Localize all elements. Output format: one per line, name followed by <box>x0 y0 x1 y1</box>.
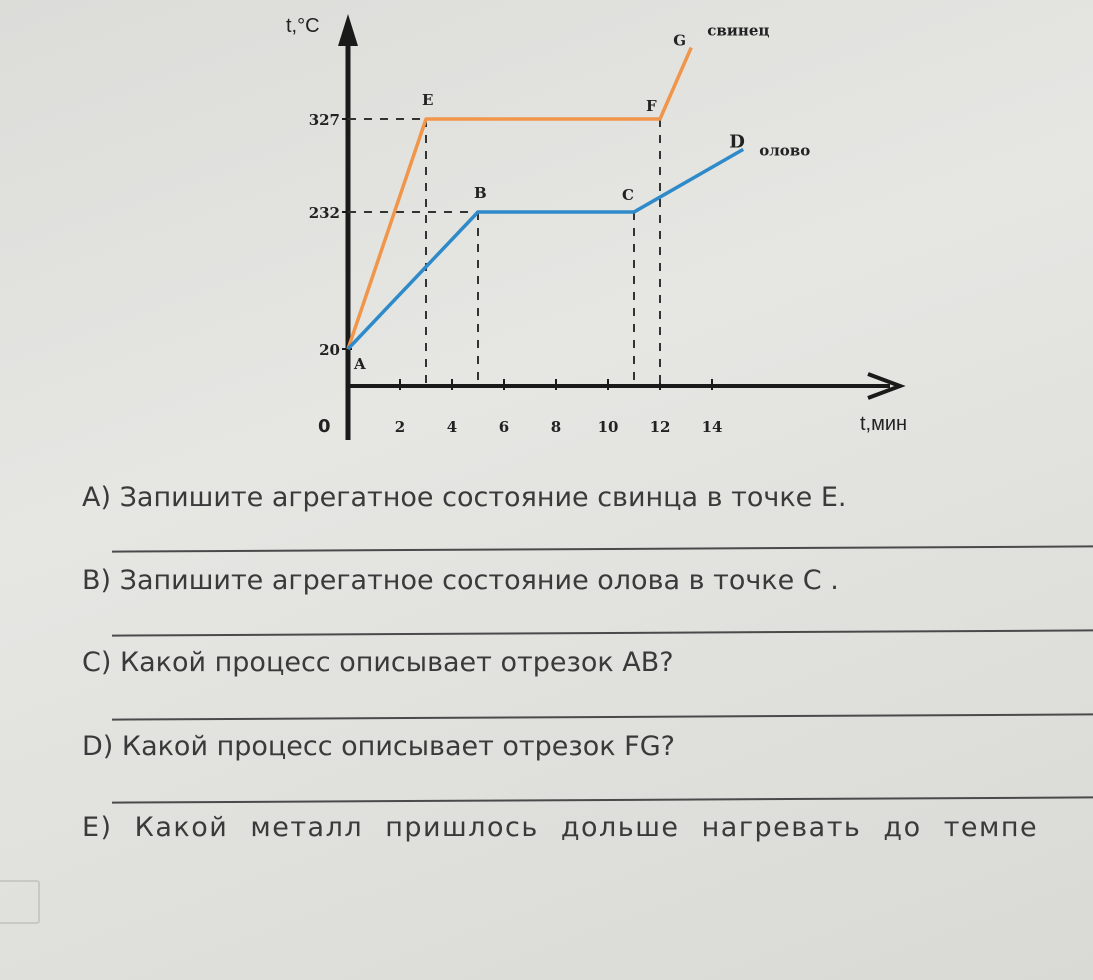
chart-svg <box>0 0 1093 460</box>
y-axis-arrow <box>338 14 358 46</box>
answer-line-d <box>112 796 1093 803</box>
x-tick-label: 12 <box>649 418 671 436</box>
question-d: D) Какой процесс описывает отрезок FG? <box>82 731 675 762</box>
answer-line-c <box>112 713 1093 720</box>
point-label-C: C <box>622 186 634 204</box>
x-tick-label: 8 <box>550 418 562 436</box>
series-line-lead <box>348 48 691 349</box>
x-tick-label: 2 <box>394 418 406 436</box>
answer-line-a <box>112 545 1093 552</box>
x-tick-label: 6 <box>498 418 510 436</box>
question-c: C) Какой процесс описывает отрезок AB? <box>82 647 674 678</box>
temperature-time-chart <box>0 0 1093 460</box>
y-tick-label: 20 <box>319 341 340 359</box>
point-label-D: D <box>729 131 745 153</box>
x-tick-label: 14 <box>701 418 723 436</box>
point-label-E: E <box>422 91 434 109</box>
question-b: B) Запишите агрегатное состояние олова в точке C . <box>82 565 839 596</box>
x-tick-label: 10 <box>597 418 619 436</box>
point-label-A: A <box>354 355 366 373</box>
question-e: E) Какой металл пришлось дольше нагревать до темпе <box>82 812 1039 843</box>
x-tick-label: 4 <box>446 418 458 436</box>
origin-label: 0 <box>318 416 331 437</box>
series-end-label: олово <box>759 141 811 160</box>
question-a: A) Запишите агрегатное состояние свинца в точке E. <box>82 482 847 513</box>
page-corner-box <box>0 880 40 924</box>
series-end-label: свинец <box>707 21 770 40</box>
y-axis-label: t,°C <box>286 15 320 37</box>
answer-line-b <box>112 629 1093 636</box>
point-label-B: B <box>474 184 487 202</box>
point-label-F: F <box>646 97 657 115</box>
y-tick-label: 327 <box>308 111 340 129</box>
point-label-G: G <box>673 31 687 50</box>
x-axis-label: t,мин <box>860 413 908 435</box>
y-tick-label: 232 <box>308 204 340 222</box>
